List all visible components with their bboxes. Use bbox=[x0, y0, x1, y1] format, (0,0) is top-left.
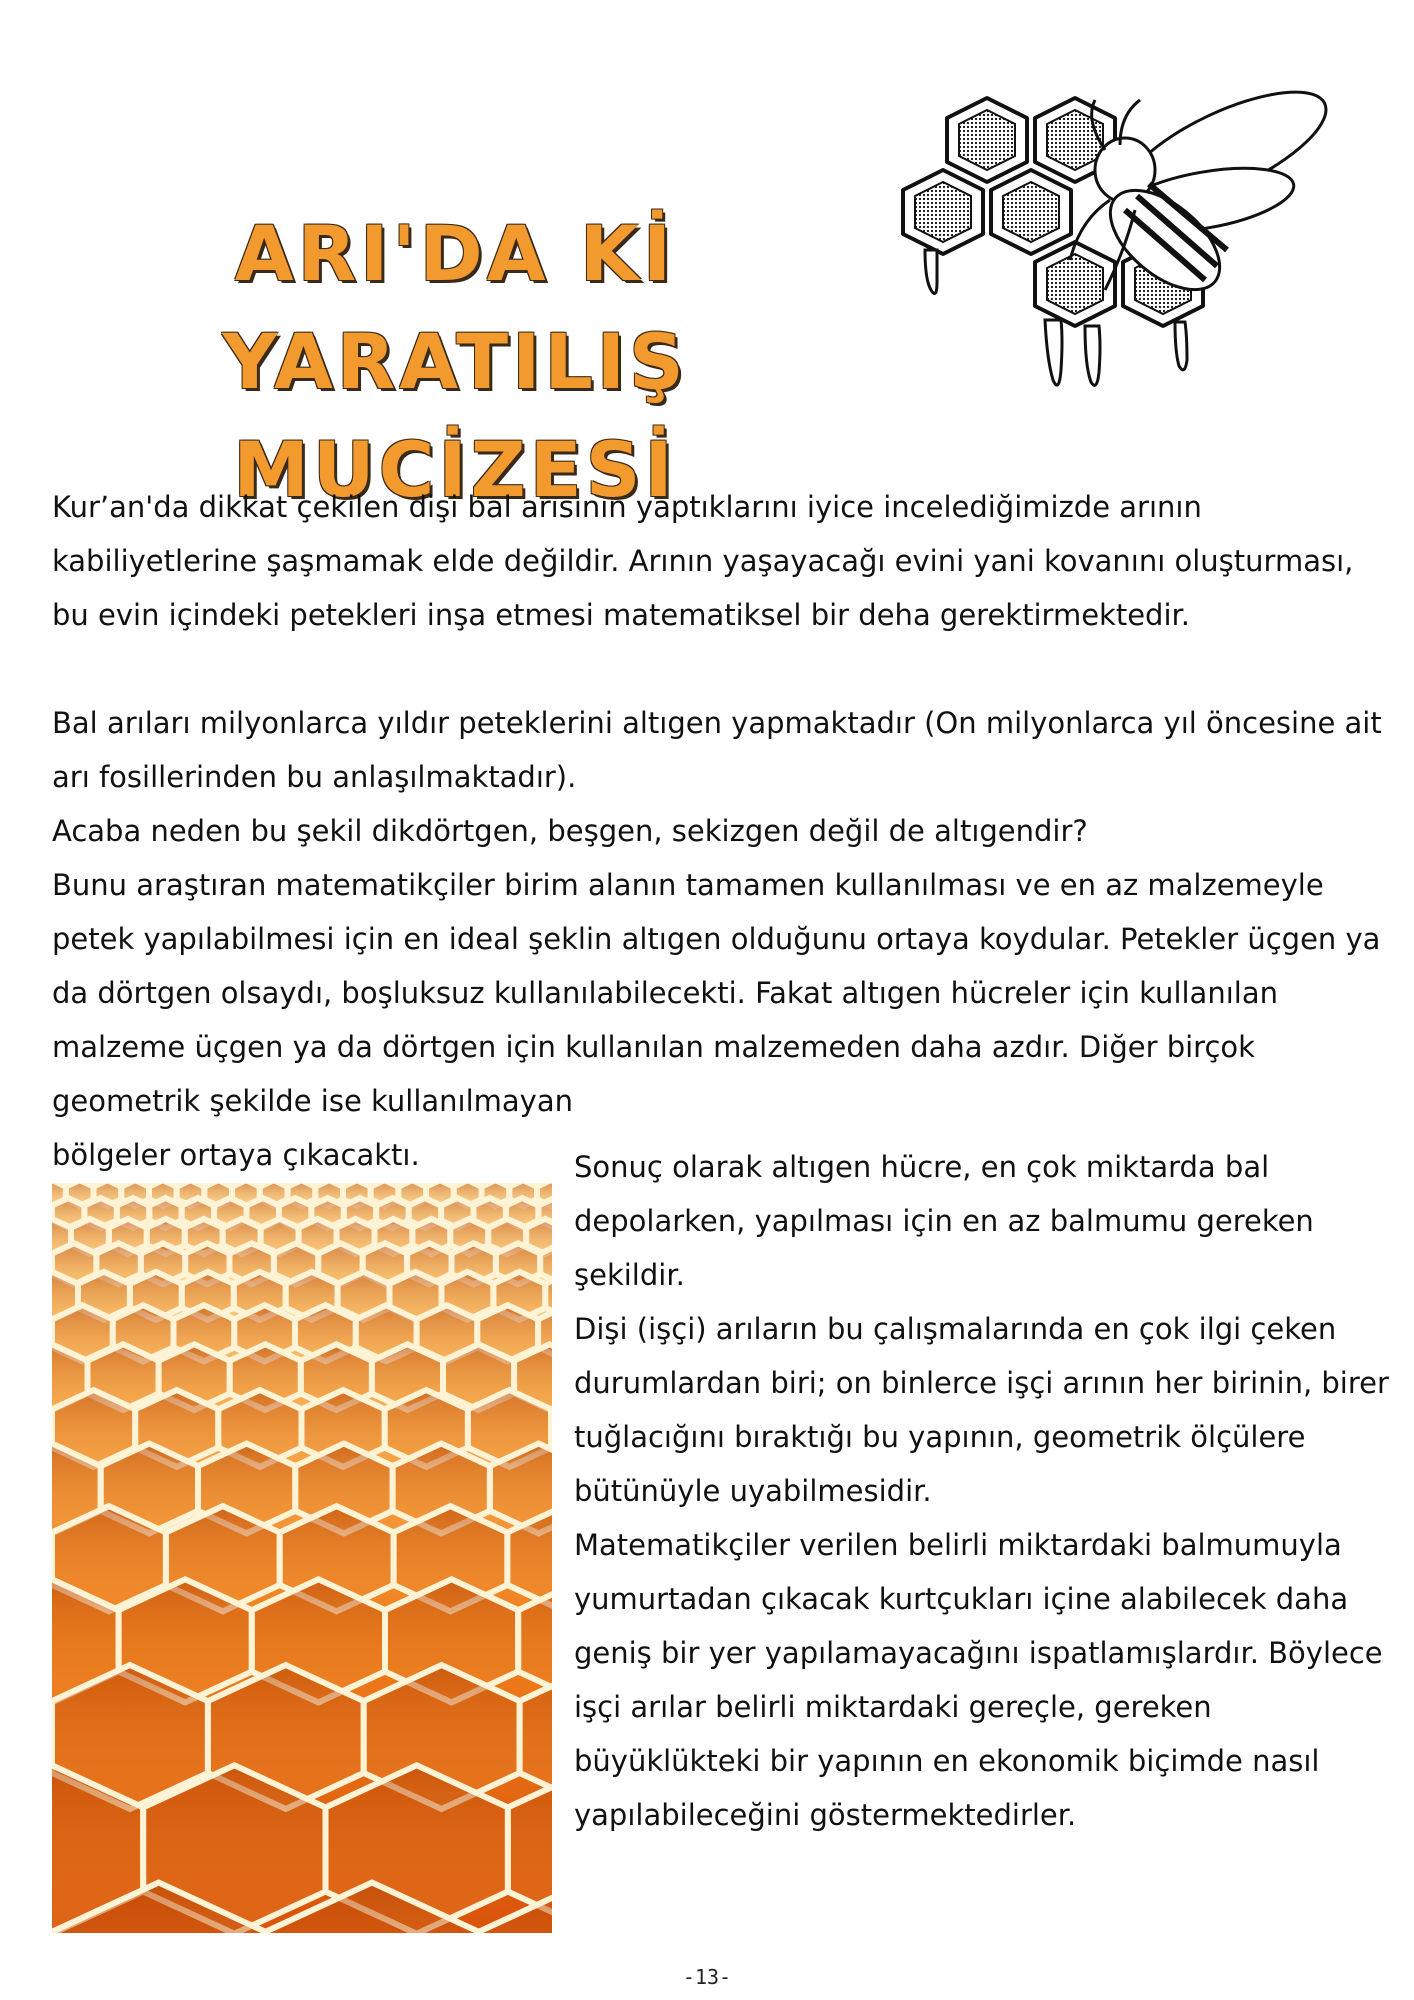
right-paragraph-2: Dişi (işçi) arıların bu çalışmalarında en çok ilgi çeken durumlardan biri; on binlerce işçi arının her birinin, birer tuğlacığını bıraktığı bu yapının, geometrik ölçülere bütünüyle uyabilmesidir. bbox=[574, 1312, 1389, 1508]
page-number: -13- bbox=[682, 1965, 732, 1989]
title-line-1: ARI'DA Kİ YARATILIŞ bbox=[222, 209, 688, 406]
honeycomb-photo bbox=[52, 1183, 552, 1933]
right-paragraph-1: Sonuç olarak altıgen hücre, en çok miktarda bal depolarken, yapılması için en az balmumu gereken şekildir. bbox=[574, 1150, 1314, 1292]
intro-paragraph-1: Kur’an'da dikkat çekilen dişi bal arısının yaptıklarını iyice incelediğimizde arının kabiliyetlerine şaşmamak elde değildir. Arının yaşayacağı evini yani kovanını oluşturması, bu evin içindeki petekleri inşa etmesi matematiksel bir deha gerektirmektedir. bbox=[52, 490, 1354, 632]
intro-paragraph-3: Acaba neden bu şekil dikdörtgen, beşgen, sekizgen değil de altıgendir? bbox=[52, 814, 1088, 848]
bee-honeycomb-icon bbox=[875, 90, 1370, 460]
intro-paragraph-4: Bunu araştıran matematikçiler birim alanın tamamen kullanılması ve en az malzemeyle petek yapılabilmesi için en ideal şeklin altıgen olduğunu ortaya koydular. Petekler üçgen ya da dörtgen olsaydı, boşluksuz kullanılabilecekti. Fakat altıgen hücreler için kullanılan malzeme üçgen ya da dörtgen için kullanılan malzemeden daha azdır. Diğer birçok geometrik şekilde ise kullanılmayan bbox=[52, 868, 1381, 1118]
page-title bbox=[60, 200, 850, 524]
right-column bbox=[574, 1140, 1404, 1842]
intro-paragraph-2: Bal arıları milyonlarca yıldır peteklerini altıgen yapmaktadır (On milyonlarca yıl öncesine ait arı fosillerinden bu anlaşılmaktadır). bbox=[52, 706, 1382, 794]
title-line-2: MUCİZESİ bbox=[233, 425, 677, 514]
honeycomb-cells bbox=[52, 1183, 552, 1933]
right-paragraph-3: Matematikçiler verilen belirli miktardaki balmumuyla yumurtadan çıkacak kurtçukları içine alabilecek daha geniş bir yer yapılamayacağını ispatlamışlardır. Böylece işçi arılar belirli miktardaki gereçle, gereken büyüklükteki bir yapının en ekonomik biçimde nasıl yapılabileceğini göstermektedirler. bbox=[574, 1528, 1383, 1832]
intro-paragraph-4-end: bölgeler ortaya çıkacaktı. bbox=[52, 1138, 420, 1172]
